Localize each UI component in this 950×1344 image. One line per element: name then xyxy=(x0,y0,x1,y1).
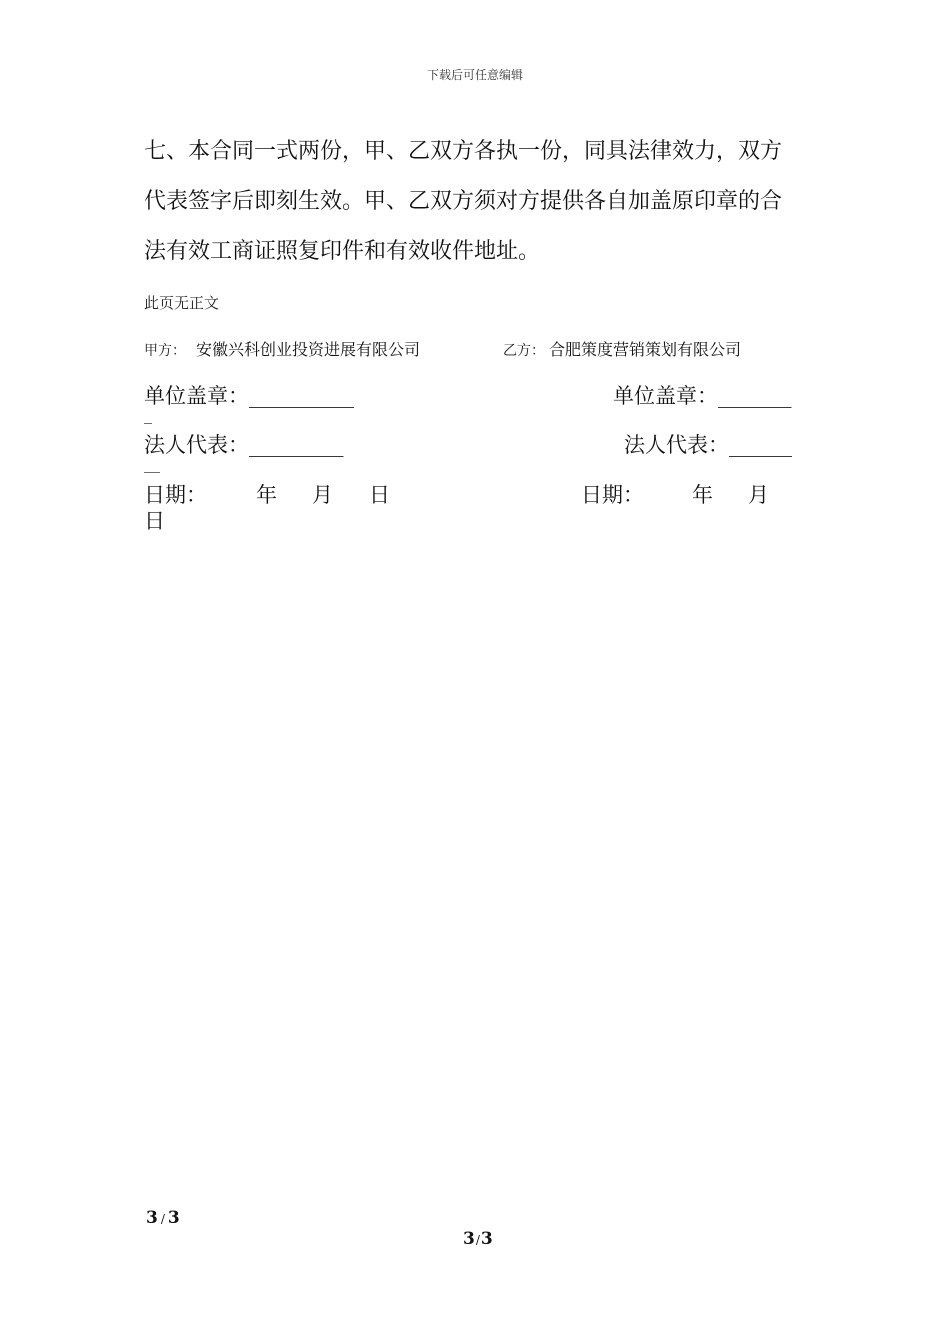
party-a-seal-blank: __________ xyxy=(249,384,354,408)
page-number-footer xyxy=(463,1229,493,1249)
page-total: 3 xyxy=(480,1229,493,1249)
page-number xyxy=(146,1208,180,1228)
clause-line: 七、本合同一式两份，甲、乙双方各执一份，同具法律效力，双方 xyxy=(144,139,783,164)
party-b-seal-blank: _______ xyxy=(718,384,792,408)
party-b-line xyxy=(503,337,741,360)
party-a-rep-label: 法人代表： xyxy=(144,433,249,457)
page-header: 下载后可任意编辑 xyxy=(426,68,523,82)
contract-clause xyxy=(144,130,814,280)
party-b-date-day: 日 xyxy=(144,509,165,533)
party-a-date-label: 日期： xyxy=(144,483,207,507)
page-separator: / xyxy=(475,1233,480,1247)
party-b-name: 合肥策度营销策划有限公司 xyxy=(549,340,742,359)
party-b-label: 乙方： xyxy=(503,343,545,359)
party-a-name: 安徽兴科创业投资进展有限公司 xyxy=(196,340,421,359)
clause-line: 法有效工商证照复印件和有效收件地址。 xyxy=(144,239,541,264)
party-b-date-month: 月 xyxy=(748,483,769,507)
party-a-seal-label: 单位盖章： xyxy=(144,384,249,408)
party-b-seal-wrap: _ xyxy=(144,405,152,424)
clause-line: 代表签字后即刻生效。甲、乙双方须对方提供各自加盖原印章的合 xyxy=(144,189,783,214)
party-b-rep xyxy=(624,429,792,459)
party-b-date xyxy=(581,479,644,509)
page-total: 3 xyxy=(167,1208,180,1228)
party-a-date-year: 年 xyxy=(256,483,277,507)
party-b-rep-label: 法人代表： xyxy=(624,433,729,457)
party-b-rep-blank: ______ xyxy=(729,433,792,457)
party-a-date-month: 月 xyxy=(312,483,333,507)
party-a-label: 甲方： xyxy=(144,343,186,359)
party-a-line xyxy=(144,337,420,360)
party-a-seal xyxy=(144,380,354,410)
party-a-rep-wrap: __ xyxy=(144,454,160,473)
party-a-date-day: 日 xyxy=(369,483,390,507)
page-current: 3 xyxy=(463,1229,475,1249)
party-b-seal-label: 单位盖章： xyxy=(613,384,718,408)
page-current: 3 xyxy=(146,1208,158,1228)
no-text-note: 此页无正文 xyxy=(144,294,220,312)
party-b-date-year: 年 xyxy=(692,483,713,507)
party-b-seal xyxy=(613,380,792,410)
party-b-date-label: 日期： xyxy=(581,483,644,507)
page-separator: / xyxy=(160,1212,165,1226)
party-a-rep xyxy=(144,429,344,459)
party-a-rep-blank: _________ xyxy=(249,433,344,457)
